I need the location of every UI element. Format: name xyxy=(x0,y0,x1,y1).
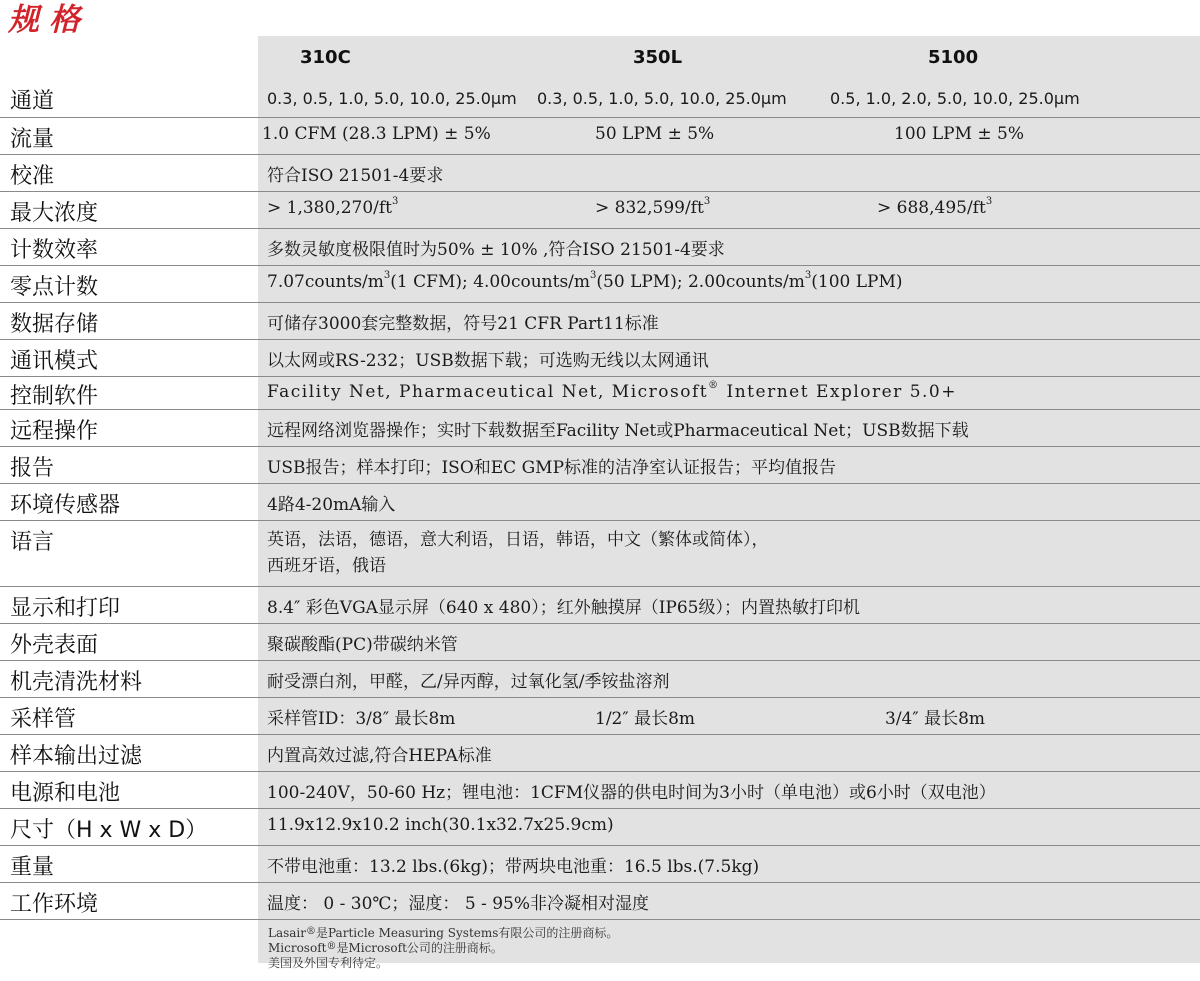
spec-row-max-concentration xyxy=(0,192,1200,229)
value: 4路4-20mA输入 xyxy=(267,495,396,515)
value: USB报告；样本打印；ISO和EC GMP标准的洁净室认证报告；平均值报告 xyxy=(267,458,837,478)
page-title: 规格 xyxy=(8,2,90,38)
value-5100: 0.5, 1.0, 2.0, 5.0, 10.0, 25.0µm xyxy=(830,89,1080,108)
row-label: 远程操作 xyxy=(10,419,99,444)
spec-row-channels xyxy=(0,81,1200,118)
row-label: 采样管 xyxy=(10,707,77,732)
value: 内置高效过滤,符合HEPA标准 xyxy=(267,746,492,766)
row-label: 环境传感器 xyxy=(10,493,121,518)
row-label: 控制软件 xyxy=(10,384,99,409)
value: Facility Net, Pharmaceutical Net, Microsoft® Internet Explorer 5.0+ xyxy=(267,380,957,402)
row-label: 报告 xyxy=(10,456,55,481)
row-label: 语言 xyxy=(10,530,55,555)
row-label: 尺寸（H x W x D） xyxy=(10,818,208,843)
value-5100: 3/4″ 最长8m xyxy=(885,709,986,729)
model-header-5100: 5100 xyxy=(928,47,979,68)
value: 多数灵敏度极限值时为50% ± 10% ,符合ISO 21501-4要求 xyxy=(267,240,725,260)
value-310c: 1.0 CFM (28.3 LPM) ± 5% xyxy=(262,124,491,144)
footnote-patent: 美国及外国专利待定。 xyxy=(268,956,389,970)
value: 可储存3000套完整数据，符号21 CFR Part11标准 xyxy=(267,314,659,334)
value-350l: 50 LPM ± 5% xyxy=(595,124,715,144)
value: 以太网或RS-232；USB数据下载；可选购无线以太网通讯 xyxy=(267,351,709,371)
spec-row-cleaning-materials xyxy=(0,661,1200,698)
spec-row-display-printer xyxy=(0,587,1200,624)
spec-row-calibration xyxy=(0,155,1200,192)
spec-row-communications xyxy=(0,340,1200,377)
spec-row-zero-count xyxy=(0,266,1200,303)
row-label: 重量 xyxy=(10,855,55,880)
value: 英语，法语，德语，意大利语，日语，韩语，中文（繁体或简体）， 西班牙语，俄语 xyxy=(267,530,769,576)
row-label: 机壳清洗材料 xyxy=(10,670,143,695)
row-label: 样本输出过滤 xyxy=(10,744,143,769)
spec-row-environment-sensors xyxy=(0,484,1200,521)
row-label: 零点计数 xyxy=(10,275,99,300)
value: 不带电池重：13.2 lbs.(6kg)；带两块电池重：16.5 lbs.(7.5kg) xyxy=(267,857,760,877)
spec-row-languages xyxy=(0,521,1200,587)
value: 聚碳酸酯(PC)带碳纳米管 xyxy=(267,635,458,655)
value: 温度： 0 - 30℃；湿度： 5 - 95%非冷凝相对湿度 xyxy=(267,894,649,914)
row-label: 通讯模式 xyxy=(10,349,99,374)
value-310c: 采样管ID：3/8″ 最长8m xyxy=(267,709,456,729)
row-label: 工作环境 xyxy=(10,892,99,917)
row-label: 流量 xyxy=(10,127,55,152)
row-label: 最大浓度 xyxy=(10,201,99,226)
footnote-lasair: Lasair®是Particle Measuring Systems有限公司的注册商标。 xyxy=(268,926,619,940)
value: 符合ISO 21501-4要求 xyxy=(267,166,444,186)
model-header-350l: 350L xyxy=(633,47,683,68)
spec-row-data-storage xyxy=(0,303,1200,340)
spec-row-sample-tubing xyxy=(0,698,1200,735)
spec-row-operating-environment xyxy=(0,883,1200,920)
row-label: 外壳表面 xyxy=(10,633,99,658)
row-label: 计数效率 xyxy=(10,238,99,263)
value-310c: 0.3, 0.5, 1.0, 5.0, 10.0, 25.0µm xyxy=(267,89,517,108)
value: 11.9x12.9x10.2 inch(30.1x32.7x25.9cm) xyxy=(267,815,614,835)
value-5100: 100 LPM ± 5% xyxy=(894,124,1025,144)
row-label: 通道 xyxy=(10,89,55,114)
spec-row-power-battery xyxy=(0,772,1200,809)
spec-row-reports xyxy=(0,447,1200,484)
row-label: 显示和打印 xyxy=(10,596,121,621)
spec-row-flow xyxy=(0,118,1200,155)
value-350l: > $832,599/ft^3$ xyxy=(595,196,711,218)
value-350l: 0.3, 0.5, 1.0, 5.0, 10.0, 25.0µm xyxy=(537,89,787,108)
footnotes xyxy=(268,926,618,971)
row-label: 校准 xyxy=(10,164,55,189)
value: 8.4″ 彩色VGA显示屏（640 x 480）；红外触摸屏（IP65级）；内置热敏打印机 xyxy=(267,598,860,618)
value: $7.07counts/m^3(1$ CFM); $4.00counts/m^3(50$ LPM); $2.00counts/m^3(100$ LPM) xyxy=(267,270,903,292)
spec-row-weight xyxy=(0,846,1200,883)
value-5100: > $688,495/ft^3$ xyxy=(877,196,993,218)
footnote-microsoft: Microsoft®是Microsoft公司的注册商标。 xyxy=(268,941,503,955)
model-header-310c: 310C xyxy=(300,47,351,68)
spec-row-enclosure xyxy=(0,624,1200,661)
value-350l: 1/2″ 最长8m xyxy=(595,709,696,729)
row-label: 数据存储 xyxy=(10,312,99,337)
spec-row-counting-efficiency xyxy=(0,229,1200,266)
spec-row-exhaust-filter xyxy=(0,735,1200,772)
spec-row-control-software xyxy=(0,377,1200,410)
value: 100-240V，50-60 Hz；锂电池：1CFM仪器的供电时间为3小时（单电池）或6小时（双电池） xyxy=(267,783,996,803)
value: 耐受漂白剂，甲醛，乙/异丙醇，过氧化氢/季铵盐溶剂 xyxy=(267,672,670,692)
spec-row-dimensions xyxy=(0,809,1200,846)
value: 远程网络浏览器操作；实时下载数据至Facility Net或Pharmaceutical Net；USB数据下载 xyxy=(267,421,969,441)
spec-row-remote-operation xyxy=(0,410,1200,447)
value-310c: > $1,380,270/ft^3$ xyxy=(267,196,399,218)
row-label: 电源和电池 xyxy=(10,781,121,806)
